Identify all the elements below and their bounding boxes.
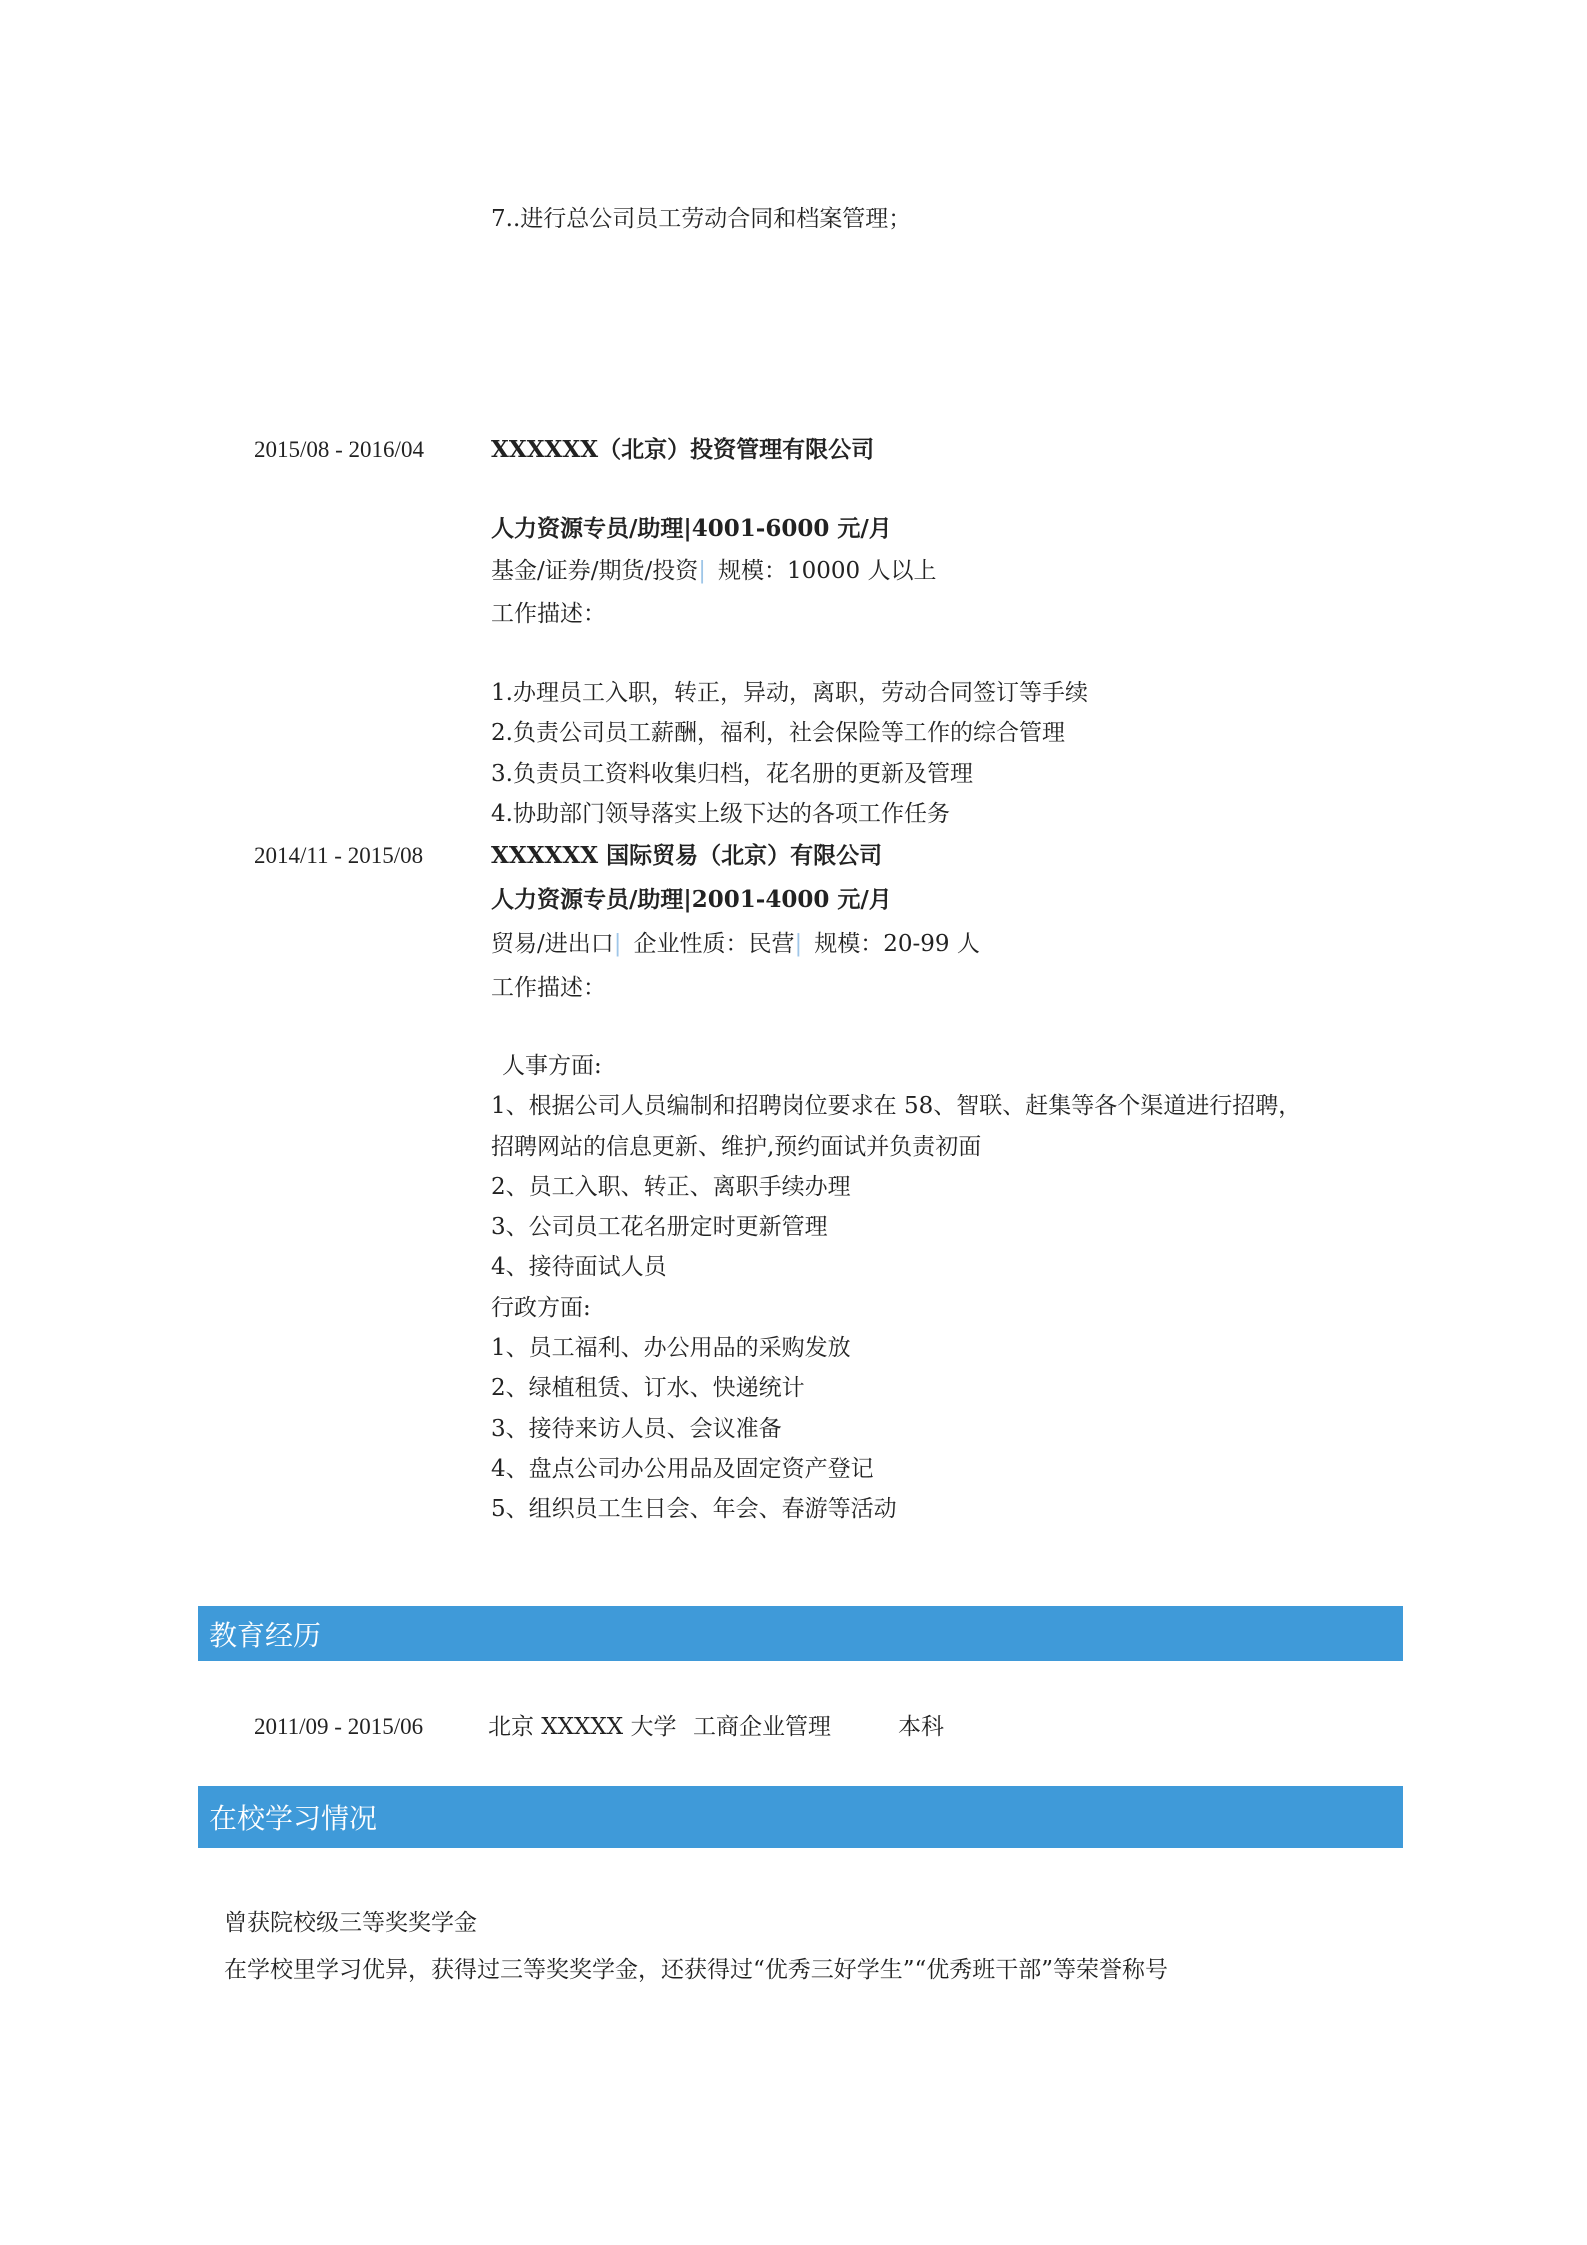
job-company-name: XXXXXX 国际贸易（北京）有限公司 — [491, 842, 883, 869]
section-title: 教育经历 — [209, 1618, 322, 1652]
list-item: 招聘网站的信息更新、维护,预约面试并负责初面 — [491, 1133, 982, 1160]
job-details — [491, 507, 936, 636]
list-item: 5、组织员工生日会、年会、春游等活动 — [491, 1496, 897, 1523]
award-line: 曾获院校级三等奖奖学金 — [224, 1910, 477, 1936]
job-company-info — [491, 922, 980, 966]
list-item: 4.协助部门领导落实上级下达的各项工作任务 — [491, 800, 950, 827]
job-duty-list — [491, 1046, 1301, 1530]
job-company-name: XXXXXX（北京）投资管理有限公司 — [491, 436, 875, 463]
info-separator: | — [698, 558, 706, 584]
section-title: 在校学习情况 — [209, 1802, 378, 1835]
job-period: 2015/08 - 2016/04 — [254, 437, 424, 462]
company-type: 企业性质：民营 — [633, 931, 795, 957]
list-item: 4、接待面试人员 — [491, 1254, 667, 1281]
duty-section-heading-admin: 行政方面: — [491, 1294, 591, 1321]
job-details — [491, 878, 980, 1010]
school-performance-section-header — [198, 1786, 1403, 1848]
job-position-salary: 人力资源专员/助理|4001-6000 元/月 — [491, 515, 892, 542]
company-industry: 贸易/进出口 — [491, 931, 614, 957]
list-item: 1.办理员工入职，转正，异动，离职，劳动合同签订等手续 — [491, 680, 1088, 706]
education-major: 工商企业管理 — [693, 1714, 831, 1740]
education-degree: 本科 — [898, 1714, 944, 1740]
list-item: 2、绿植租赁、订水、快递统计 — [491, 1375, 805, 1402]
job-company-info — [491, 550, 936, 593]
job-position-salary: 人力资源专员/助理|2001-4000 元/月 — [491, 886, 892, 913]
job-description-label: 工作描述： — [491, 601, 606, 627]
job-duty-list — [491, 673, 1088, 834]
list-item: 1、员工福利、办公用品的采购发放 — [491, 1335, 851, 1362]
job-description-label: 工作描述： — [491, 975, 606, 1001]
list-item: 3、公司员工花名册定时更新管理 — [491, 1214, 828, 1241]
list-item: 2、员工入职、转正、离职手续办理 — [491, 1173, 851, 1200]
company-size: 规模：10000 人以上 — [718, 558, 937, 584]
list-item: 3.负责员工资料收集归档，花名册的更新及管理 — [491, 760, 973, 787]
list-item: 4、盘点公司办公用品及固定资产登记 — [491, 1455, 874, 1482]
school-performance-text — [224, 1900, 1168, 1994]
duty-section-heading-hr: 人事方面: — [502, 1053, 602, 1079]
education-school: 北京 XXXXX 大学 — [488, 1714, 677, 1740]
list-item: 2.负责公司员工薪酬，福利，社会保险等工作的综合管理 — [491, 720, 1065, 747]
job-period: 2014/11 - 2015/08 — [254, 843, 424, 868]
info-separator: | — [794, 931, 803, 957]
info-separator: | — [613, 931, 622, 957]
list-item: 1、根据公司人员编制和招聘岗位要求在 58、智联、赶集等各个渠道进行招聘， — [491, 1093, 1302, 1120]
list-item: 3、接待来访人员、会议准备 — [491, 1415, 782, 1442]
performance-line: 在学校里学习优异，获得过三等奖奖学金，还获得过“优秀三好学生”“优秀班干部”等荣誉称号 — [224, 1957, 1169, 1983]
continuation-duty-line: 7..进行总公司员工劳动合同和档案管理； — [491, 206, 912, 232]
company-size: 规模：20-99 人 — [814, 931, 980, 957]
company-industry: 基金/证券/期货/投资 — [491, 558, 699, 584]
education-period: 2011/09 - 2015/06 — [254, 1714, 424, 1739]
education-section-header — [198, 1606, 1403, 1661]
